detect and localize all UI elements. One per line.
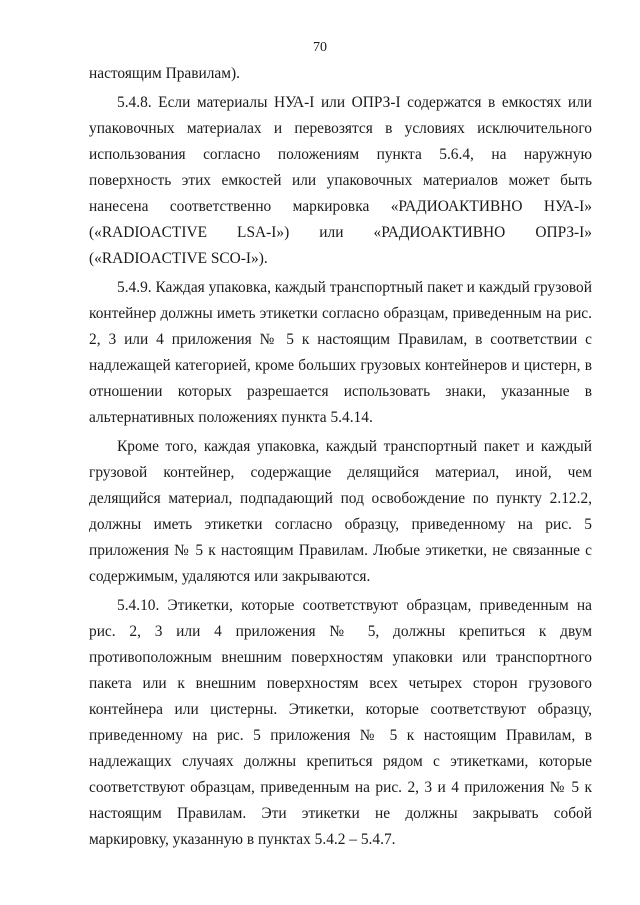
paragraph-5-4-9: 5.4.9. Каждая упаковка, каждый транспортный пакет и каждый грузовой контейнер должны иметь этикетки согласно образцам, приведенным на рис. 2, 3 или 4 приложения № 5 к настоящим Правилам, в соответствии с надлежащей категорией, кроме больших грузовых контейнеров и цистерн, в отношении которых разрешается использовать знаки, указанные в альтернативных положениях пункта 5.4.14.	[89, 279, 592, 426]
paragraph-fissile-labels: Кроме того, каждая упаковка, каждый транспортный пакет и каждый грузовой контейнер, содержащие делящийся материал, иной, чем делящийся материал, подпадающий под освобождение по пункту 2.12.2, должны иметь этикетки согласно образцу, приведенному на рис. 5 приложения № 5 к настоящим Правилам. Любые этикетки, не связанные с содержимым, удаляются или закрываются.	[89, 438, 592, 585]
document-body	[89, 61, 592, 853]
paragraph-5-4-10: 5.4.10. Этикетки, которые соответствуют образцам, приведенным на рис. 2, 3 или 4 приложения № 5, должны крепиться к двум противоположным внешним поверхностям упаковки или транспортного пакета или к внешним поверхностям всех четырех сторон грузового контейнера или цистерны. Этикетки, которые соответствуют образцу, приведенному на рис. 5 приложения № 5 к настоящим Правилам, в надлежащих случаях должны крепиться рядом с этикетками, которые соответствуют образцам, приведенным на рис. 2, 3 и 4 приложения № 5 к настоящим Правилам. Эти этикетки не должны закрывать собой маркировку, указанную в пунктах 5.4.2 – 5.4.7.	[89, 597, 592, 848]
page-number: 70	[313, 40, 327, 55]
paragraph-continuation: настоящим Правилам).	[89, 65, 240, 82]
paragraph-5-4-8: 5.4.8. Если материалы НУА-I или ОПРЗ-I содержатся в емкостях или упаковочных материалах и перевозятся в условиях исключительного использования согласно положениям пункта 5.6.4, на наружную поверхность этих емкостей или упаковочных материалов может быть нанесена соответственно маркировка «РАДИОАКТИВНО НУА-I» («RADIOACTIVE LSA-I») или «РАДИОАКТИВНО ОПРЗ-I» («RADIOACTIVE SCO-I»).	[89, 94, 592, 267]
